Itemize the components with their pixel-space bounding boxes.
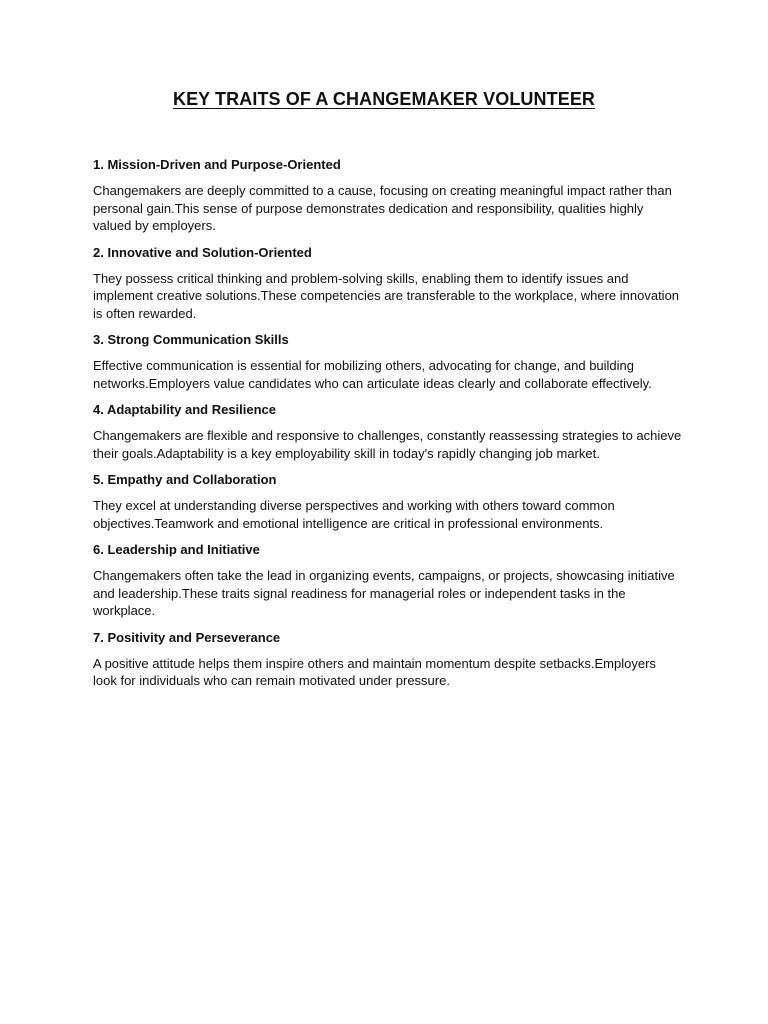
section-innovative [93, 244, 680, 323]
section-heading: 1. Mission-Driven and Purpose-Oriented [93, 157, 341, 172]
section-communication [93, 331, 675, 392]
section-mission-driven [93, 156, 675, 235]
section-heading: 3. Strong Communication Skills [93, 332, 289, 347]
section-leadership [93, 541, 675, 620]
section-empathy [93, 471, 675, 532]
section-heading: 6. Leadership and Initiative [93, 542, 260, 557]
section-heading: 5. Empathy and Collaboration [93, 472, 277, 487]
section-body: A positive attitude helps them inspire others and maintain momentum despite setbacks.Employers look for individuals who can remain motivated under pressure. [93, 655, 656, 688]
section-heading: 4. Adaptability and Resilience [93, 402, 277, 417]
document-title: KEY TRAITS OF A CHANGEMAKER VOLUNTEER [172, 89, 596, 109]
section-body: Changemakers are flexible and responsive to challenges, constantly reassessing strategies to achieve their goals.Adaptability is a key employability skill in today's rapidly changing job market. [93, 428, 682, 461]
section-adaptability [93, 401, 682, 462]
section-body: They excel at understanding diverse perspectives and working with others toward common objectives.Teamwork and emotional intelligence are critical in professional environments. [93, 498, 615, 531]
section-heading: 2. Innovative and Solution-Oriented [93, 244, 312, 260]
section-body: Changemakers often take the lead in organizing events, campaigns, or projects, showcasing initiative and leadership.These traits signal readiness for managerial roles or independent tasks in the workplace. [93, 568, 675, 618]
section-positivity [93, 629, 675, 690]
section-body: They possess critical thinking and problem-solving skills, enabling them to identify issues and implement creative solutions.These competencies are transferable to the workplace, where innovation is often rewarded. [93, 270, 680, 321]
section-body: Changemakers are deeply committed to a cause, focusing on creating meaningful impact rather than personal gain.This sense of purpose demonstrates dedication and responsibility, qualities highly valued by employers. [93, 183, 672, 233]
section-body: Effective communication is essential for mobilizing others, advocating for change, and building networks.Employers value candidates who can articulate ideas clearly and collaborate effectively. [93, 358, 652, 391]
section-heading: 7. Positivity and Perseverance [93, 629, 281, 645]
